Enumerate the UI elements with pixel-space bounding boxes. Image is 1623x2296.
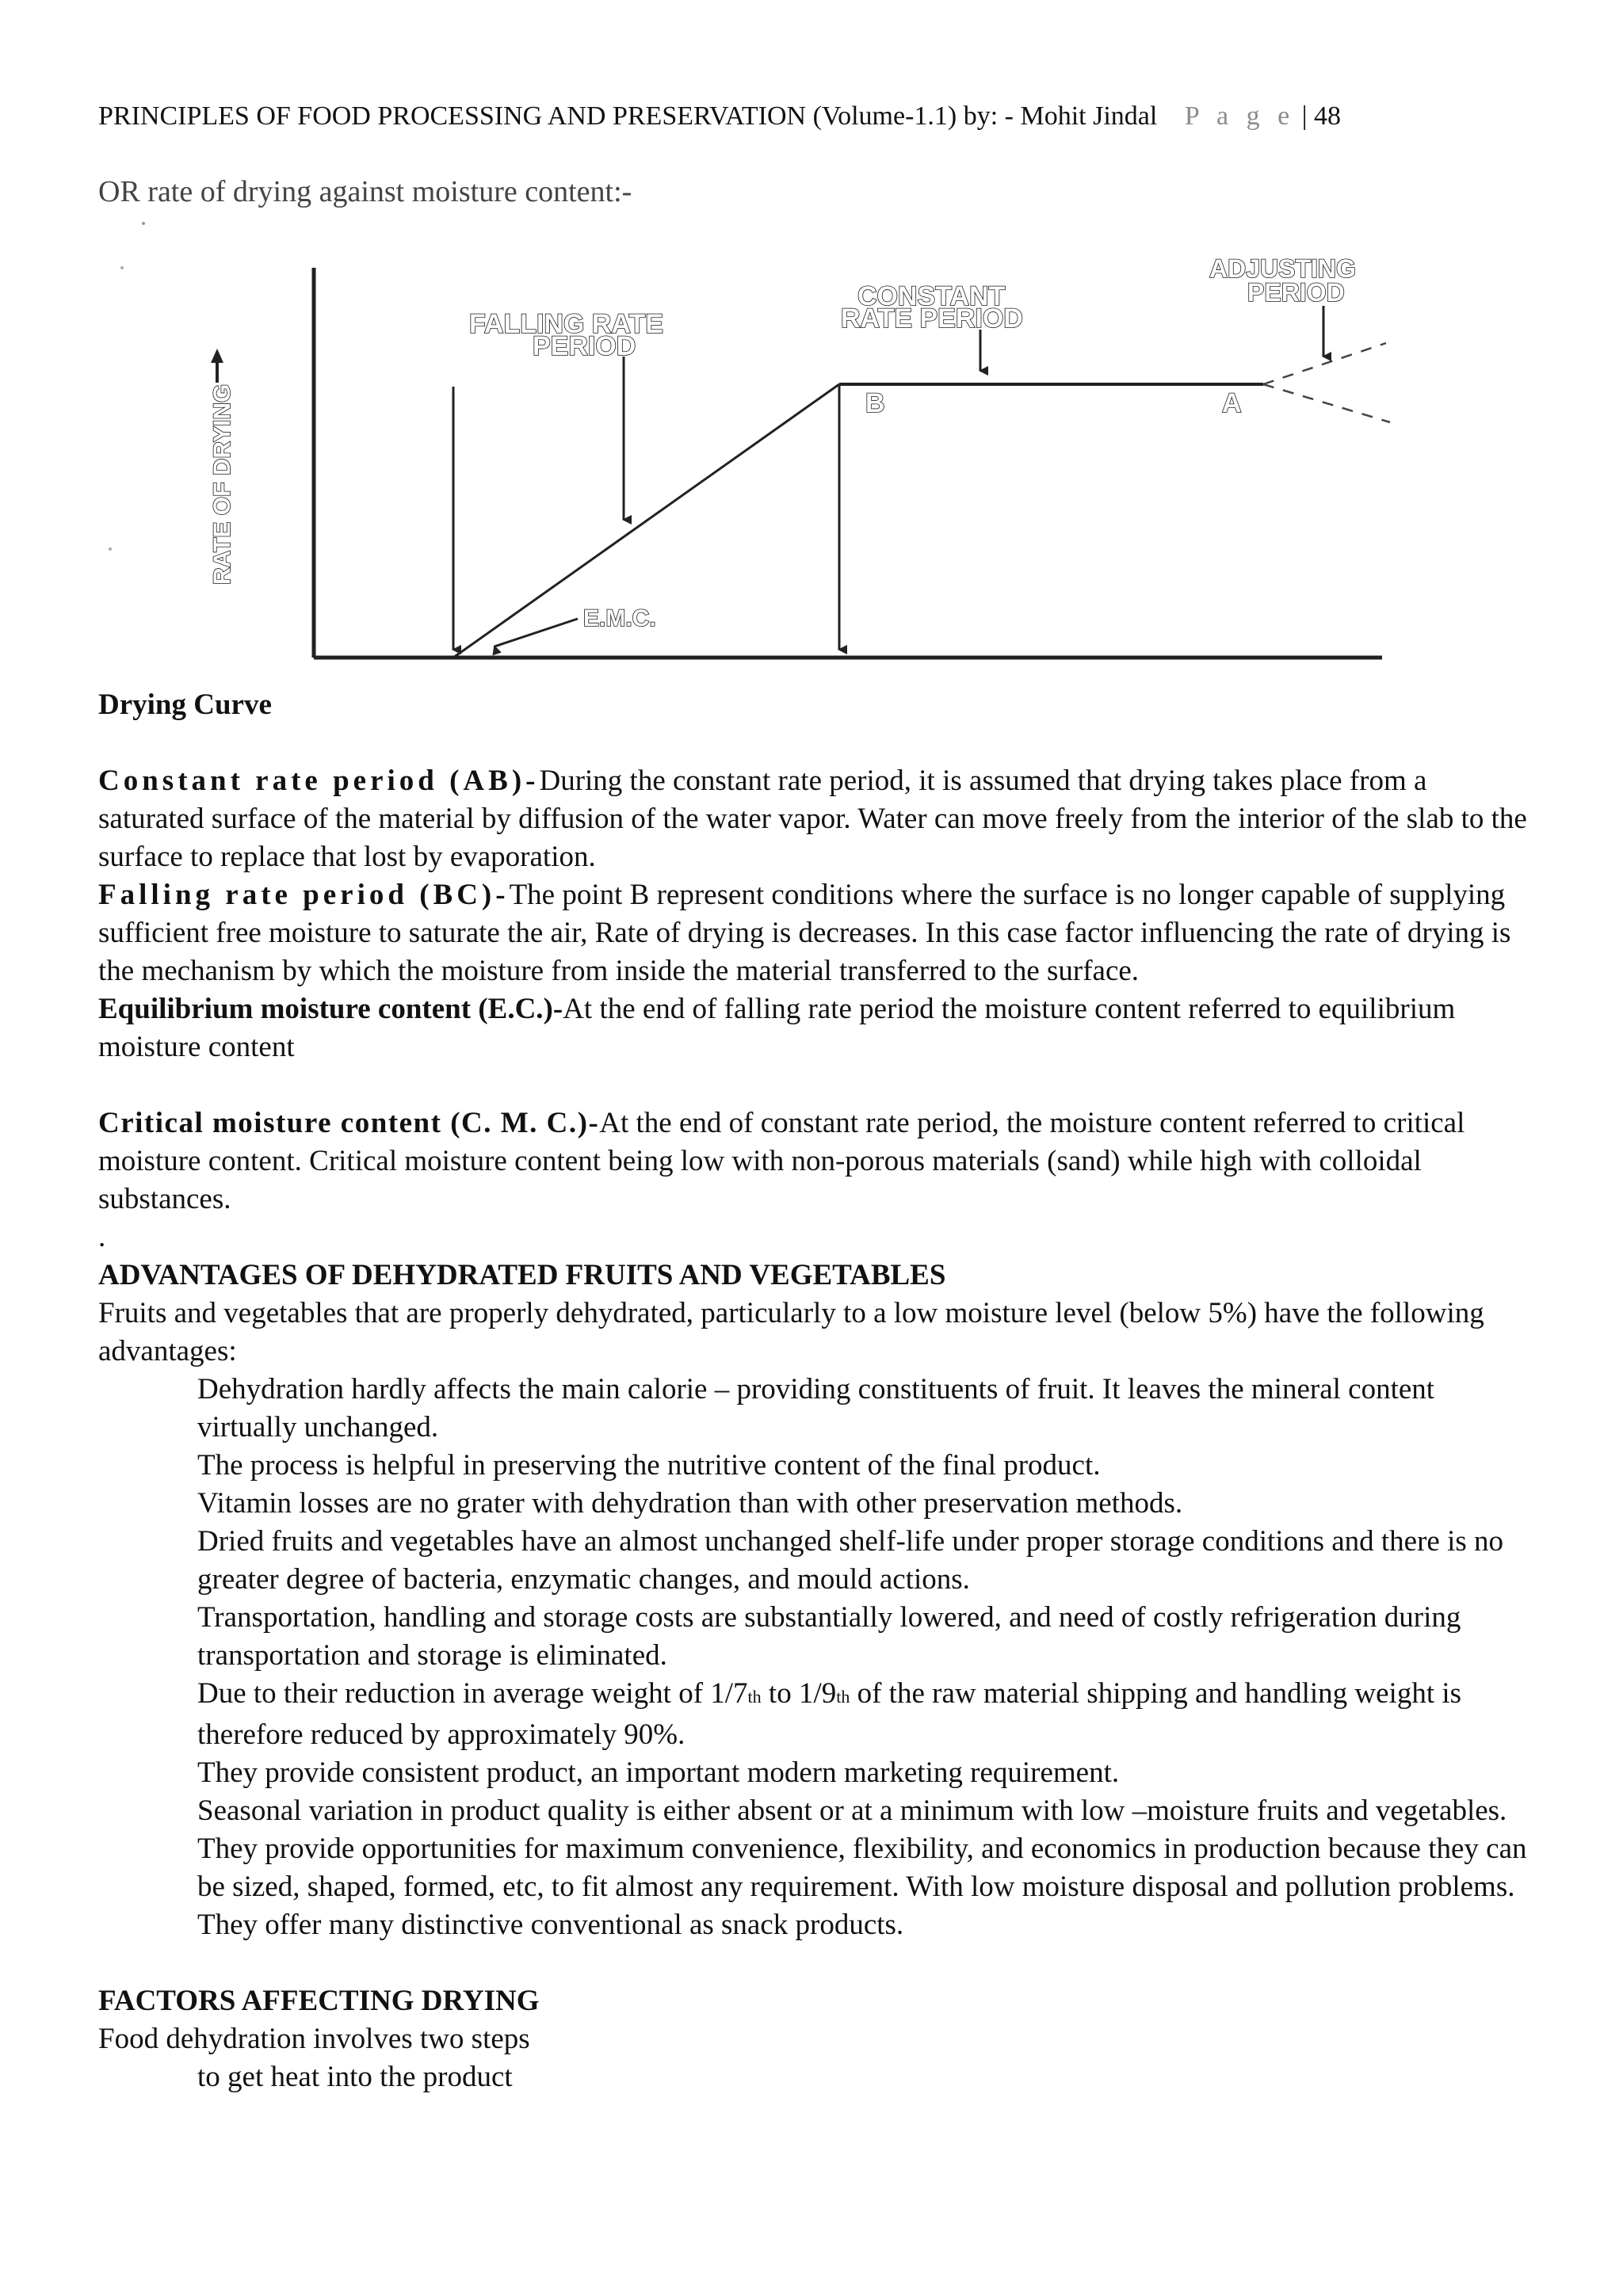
constant-rate-paragraph	[98, 762, 1533, 876]
constant-rate-label-line2: RATE PERIOD	[841, 303, 1023, 334]
critical-paragraph	[98, 1104, 1533, 1219]
advantages-list	[98, 1371, 1533, 1944]
drying-curve-diagram	[98, 212, 1477, 676]
page-header	[98, 98, 1525, 135]
critical-term: Critical moisture content (C. M. C.)-	[98, 1107, 600, 1139]
weight-text-3: of the raw material shipping and handling weight is therefore reduced by approximately 90%.	[197, 1677, 1462, 1751]
factors-step-1: to get heat into the product	[197, 2061, 513, 2093]
figure-intro: OR rate of drying against moisture content:-	[98, 175, 632, 208]
list-item: They offer many distinctive conventional as snack products.	[197, 1909, 904, 1941]
y-axis-label-text: RATE OF DRYING	[209, 383, 235, 585]
equilibrium-text: At the end of falling rate period the moisture content referred to equilibrium moisture content	[98, 993, 1456, 1063]
y-axis-arrow-head	[211, 349, 223, 363]
falling-rate-paragraph	[98, 876, 1533, 990]
list-item: The process is helpful in preserving the nutritive content of the final product.	[197, 1449, 1101, 1482]
document-body	[98, 686, 1533, 2096]
point-a-label: A	[1222, 388, 1242, 418]
constant-rate-text: During the constant rate period, it is assumed that drying takes place from a saturated surface of the material by diffusion of the water vapor. Water can move freely from the interior of the slab to the surface to replace that lost by evaporation.	[98, 765, 1527, 873]
list-item: Dried fruits and vegetables have an almost unchanged shelf-life under proper storage conditions and there is no greater degree of bacteria, enzymatic changes, and mould actions.	[197, 1525, 1504, 1596]
emc-label: E.M.C.	[583, 605, 656, 631]
falling-rate-label-line1: FALLING RATE	[469, 309, 663, 339]
weight-text-1: Due to their reduction in average weight of 1/7	[197, 1677, 748, 1710]
critical-text: At the end of constant rate period, the moisture content referred to critical moisture content. Critical moisture content being low with non-porous materials (sand) while high with colloidal substances.	[98, 1107, 1465, 1215]
list-item-weight	[197, 1675, 1533, 1754]
advantages-intro: Fruits and vegetables that are properly dehydrated, particularly to a low moisture level (below 5%) have the following advantages:	[98, 1297, 1484, 1367]
list-item: They provide opportunities for maximum convenience, flexibility, and economics in production because they can be sized, shaped, formed, etc, to fit almost any requirement. With low moisture disposal and pollution problems.	[197, 1833, 1527, 1903]
falling-rate-term: Falling rate period (BC)-	[98, 879, 510, 911]
stray-dot: .	[98, 1221, 106, 1253]
point-b-label: B	[865, 388, 885, 418]
weight-sub-1: th	[747, 1687, 762, 1707]
constant-rate-label-line1: CONSTANT	[857, 281, 1006, 311]
equilibrium-term: Equilibrium moisture content (E.C.)-	[98, 993, 563, 1025]
adjusting-label-line2: PERIOD	[1247, 278, 1345, 307]
header-title: PRINCIPLES OF FOOD PROCESSING AND PRESERVATION (Volume-1.1) by: - Mohit Jindal	[98, 101, 1158, 131]
page-label: P a g e	[1184, 101, 1296, 131]
scan-speck	[120, 266, 124, 269]
scan-speck	[109, 547, 112, 551]
figure-caption: Drying Curve	[98, 688, 272, 721]
falling-rate-label-line2: PERIOD	[533, 331, 636, 361]
list-item: Transportation, handling and storage costs are substantially lowered, and need of costly refrigeration during transportation and storage is eliminated.	[197, 1601, 1461, 1672]
adjusting-line-lower	[1263, 384, 1390, 422]
emc-arrow	[495, 619, 578, 646]
constant-rate-term: Constant rate period (AB)-	[98, 765, 540, 797]
falling-rate-text: The point B represent conditions where the surface is no longer capable of supplying sufficient free moisture to saturate the air, Rate of drying is decreases. In this case factor influencing the rate of drying is the mechanism by which the moisture from inside the material transferred to the surface.	[98, 879, 1511, 987]
weight-sub-2: th	[836, 1687, 850, 1707]
adjusting-label-line1: ADJUSTING	[1209, 254, 1356, 283]
factors-intro: Food dehydration involves two steps	[98, 2023, 530, 2055]
spacer	[98, 1066, 1533, 1104]
spacer	[98, 1944, 1533, 1982]
list-item: They provide consistent product, an important modern marketing requirement.	[197, 1756, 1120, 1789]
factors-heading: FACTORS AFFECTING DRYING	[98, 1985, 540, 2017]
page-number: 48	[1314, 101, 1341, 131]
list-item: Vitamin losses are no grater with dehydration than with other preservation methods.	[197, 1487, 1183, 1520]
equilibrium-paragraph	[98, 990, 1533, 1066]
scan-speck	[142, 222, 145, 225]
advantages-heading: ADVANTAGES OF DEHYDRATED FRUITS AND VEGETABLES	[98, 1259, 946, 1291]
drying-curve-figure	[98, 212, 1477, 676]
y-axis-label	[209, 349, 235, 585]
weight-text-2: to 1/9	[761, 1677, 837, 1710]
list-item: Dehydration hardly affects the main calorie – providing constituents of fruit. It leaves the mineral content virtually unchanged.	[197, 1373, 1435, 1444]
page-separator: |	[1301, 101, 1308, 131]
list-item: Seasonal variation in product quality is either absent or at a minimum with low –moisture fruits and vegetables.	[197, 1794, 1507, 1827]
